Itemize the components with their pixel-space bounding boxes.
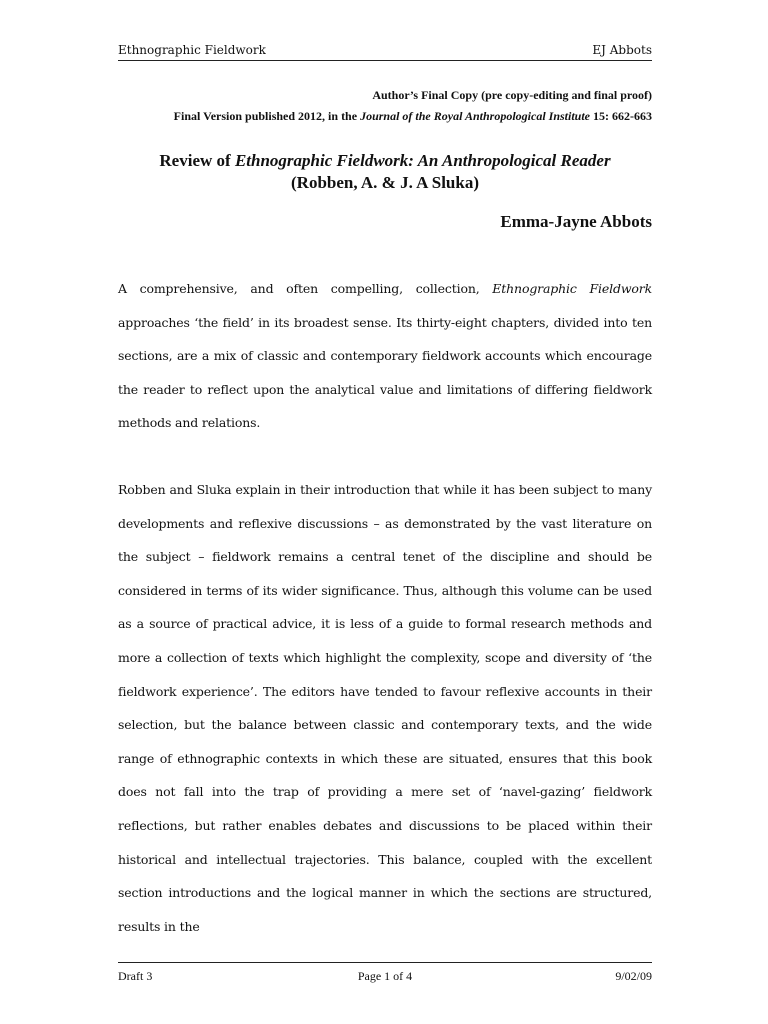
copy-notice: Author’s Final Copy (pre copy-editing and final proof) bbox=[372, 88, 652, 102]
footer-page-number: Page 1 of 4 bbox=[357, 969, 413, 983]
header-author: EJ Abbots bbox=[592, 43, 652, 57]
publication-suffix: 15: 662-663 bbox=[590, 109, 652, 123]
header-title: Ethnographic Fieldwork bbox=[118, 43, 266, 57]
paragraph-1-start: A comprehensive, and often compelling, collection, bbox=[118, 281, 493, 296]
book-title: Ethnographic Fieldwork: An Anthropological Reader bbox=[234, 151, 611, 170]
review-title-line2: (Robben, A. & J. A Sluka) bbox=[291, 173, 479, 192]
publication-notice bbox=[174, 109, 652, 124]
paragraph-1 bbox=[118, 272, 652, 440]
paragraph-1-rest: approaches ‘the field’ in its broadest sense. Its thirty-eight chapters, divided into ten sections, are a mix of classic and contemporary fieldwork accounts which encourage the reader to reflect upon the analytical value and limitations of differing fieldwork methods and relations. bbox=[118, 314, 652, 431]
review-author: Emma-Jayne Abbots bbox=[500, 212, 652, 231]
review-title bbox=[118, 150, 652, 194]
page-footer bbox=[118, 962, 652, 987]
footer-date: 9/02/09 bbox=[615, 969, 652, 983]
journal-name: Journal of the Royal Anthropological Institute bbox=[360, 109, 590, 123]
paragraph-1-book-title: Ethnographic Fieldwork bbox=[492, 281, 652, 296]
paragraph-2: Robben and Sluka explain in their introduction that while it has been subject to many developments and reflexive discussions – as demonstrated by the vast literature on the subject – fieldwork remains a central tenet of the discipline and should be considered in terms of its wider significance. Thus, although this volume can be used as a source of practical advice, it is less of a guide to formal research methods and more a collection of texts which highlight the complexity, scope and diversity of ‘the fieldwork experience’. The editors have tended to favour reflexive accounts in their selection, but the balance between classic and contemporary texts, and the wide range of ethnographic contexts in which these are situated, ensures that this book does not fall into the trap of providing a mere set of ‘navel-gazing’ fieldwork reflections, but rather enables debates and discussions to be placed within their historical and intellectual trajectories. This balance, coupled with the excellent section introductions and the logical manner in which the sections are structured, results in the bbox=[118, 482, 652, 934]
review-title-line1 bbox=[118, 150, 652, 172]
review-prefix: Review of bbox=[159, 151, 235, 170]
page-header bbox=[118, 40, 652, 61]
publication-prefix: Final Version published 2012, in the bbox=[173, 109, 361, 123]
footer-draft: Draft 3 bbox=[118, 969, 153, 983]
